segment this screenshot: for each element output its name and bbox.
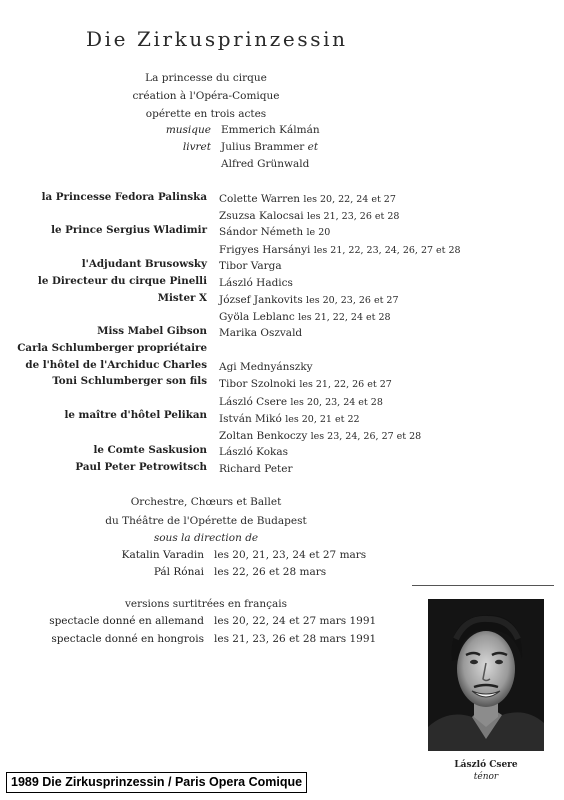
intro-line-1: La princesse du cirque [145, 72, 267, 84]
actor-entry [219, 463, 293, 475]
hungarian-dates: les 21, 23, 26 et 28 mars 1991 [214, 633, 377, 645]
actor-entry [219, 361, 313, 373]
orchestra-line-3: sous la direction de [153, 532, 259, 544]
libretto-label: livret [182, 141, 211, 153]
actor-name: László Hadics [219, 277, 293, 289]
actor-dates: le 20 [306, 227, 331, 238]
conductor-1-dates: les 20, 21, 23, 24 et 27 mars [214, 549, 367, 561]
orchestra-line-2: du Théâtre de l'Opérette de Budapest [105, 515, 307, 527]
actor-name: Frigyes Harsányi [219, 244, 311, 256]
actor-entry [219, 193, 396, 205]
source-label: 1989 Die Zirkusprinzessin / Paris Opera Comique [6, 772, 307, 793]
german-label: spectacle donné en allemand [49, 615, 204, 627]
music-label: musique [165, 124, 211, 136]
role-label: Carla Schlumberger propriétaire [17, 342, 207, 354]
photo-caption-role: ténor [473, 772, 499, 782]
role-label: le Comte Saskusion [93, 444, 207, 456]
libretto-conjunction: et [307, 141, 319, 153]
actor-entry [219, 260, 282, 272]
role-label: de l'hôtel de l'Archiduc Charles [25, 359, 207, 371]
actor-name: István Mikó [219, 413, 282, 425]
actor-name: Tibor Varga [219, 260, 282, 272]
portrait-image [428, 599, 544, 751]
photo-caption-name: László Csere [454, 760, 518, 770]
actor-name: László Kokas [219, 446, 289, 458]
actor-entry [219, 378, 392, 390]
actor-entry [219, 210, 399, 222]
actor-dates: les 21, 22, 24 et 28 [298, 312, 391, 323]
actor-entry [219, 294, 399, 306]
music-value: Emmerich Kálmán [221, 124, 320, 136]
role-label: le Directeur du cirque Pinelli [37, 275, 207, 287]
role-label: la Princesse Fedora Palinska [41, 191, 207, 203]
actor-name: Zsuzsa Kalocsai [219, 210, 304, 222]
libretto-value-2: Alfred Grünwald [221, 158, 310, 170]
actor-dates: les 20, 23, 26 et 27 [306, 295, 399, 306]
role-label: Mister X [157, 292, 207, 304]
actor-name: Colette Warren [219, 193, 301, 205]
role-label: le maître d'hôtel Pelikan [64, 409, 207, 421]
role-label: le Prince Sergius Wladimir [51, 224, 207, 236]
actor-name: László Csere [219, 396, 288, 408]
role-label: l'Adjudant Brusowsky [81, 258, 207, 270]
actor-entry [219, 446, 288, 458]
actor-dates: les 21, 23, 26 et 28 [306, 211, 400, 222]
actor-name: Tibor Szolnoki [219, 378, 296, 390]
actor-name: Agi Mednyánszky [219, 361, 313, 373]
intro-line-3: opérette en trois actes [145, 108, 267, 120]
actor-dates: les 21, 22, 23, 24, 26, 27 et 28 [313, 245, 461, 256]
role-label: Paul Peter Petrowitsch [75, 461, 207, 473]
actor-entry [219, 226, 330, 238]
actor-name: Richard Peter [219, 463, 293, 475]
conductor-2-dates: les 22, 26 et 28 mars [214, 566, 327, 578]
role-label: Miss Mabel Gibson [97, 325, 207, 337]
page-title: Die Zirkusprinzessin [86, 27, 348, 51]
actor-dates: les 20, 21 et 22 [285, 414, 360, 425]
actor-entry [219, 430, 421, 442]
actor-entry [219, 244, 461, 256]
actor-dates: les 23, 24, 26, 27 et 28 [310, 431, 422, 442]
actor-name: Zoltan Benkoczy [219, 430, 308, 442]
actor-name: Gyöla Leblanc [219, 311, 295, 323]
divider [412, 585, 554, 586]
actor-entry [219, 277, 293, 289]
actor-dates: les 20, 22, 24 et 27 [303, 194, 396, 205]
actor-name: József Jankovits [219, 294, 303, 306]
actor-entry [219, 413, 360, 425]
intro-line-2: création à l'Opéra-Comique [132, 90, 280, 102]
conductor-1-name: Katalin Varadin [121, 549, 204, 561]
actor-entry [219, 396, 383, 408]
portrait-photo [428, 599, 544, 751]
actor-entry [219, 311, 391, 323]
role-label: Toni Schlumberger son fils [52, 375, 207, 387]
hungarian-label: spectacle donné en hongrois [51, 633, 204, 645]
conductor-2-name: Pál Rónai [153, 566, 204, 578]
actor-dates: les 21, 22, 26 et 27 [299, 379, 392, 390]
actor-entry [219, 327, 302, 339]
orchestra-line-1: Orchestre, Chœurs et Ballet [130, 496, 282, 508]
librettist-1: Julius Brammer [221, 141, 305, 153]
german-dates: les 20, 22, 24 et 27 mars 1991 [214, 615, 377, 627]
actor-name: Marika Oszvald [219, 327, 303, 339]
actor-name: Sándor Németh [219, 226, 304, 238]
actor-dates: les 20, 23, 24 et 28 [290, 397, 383, 408]
libretto-value-1 [221, 141, 318, 153]
versions-line: versions surtitrées en français [125, 598, 287, 610]
